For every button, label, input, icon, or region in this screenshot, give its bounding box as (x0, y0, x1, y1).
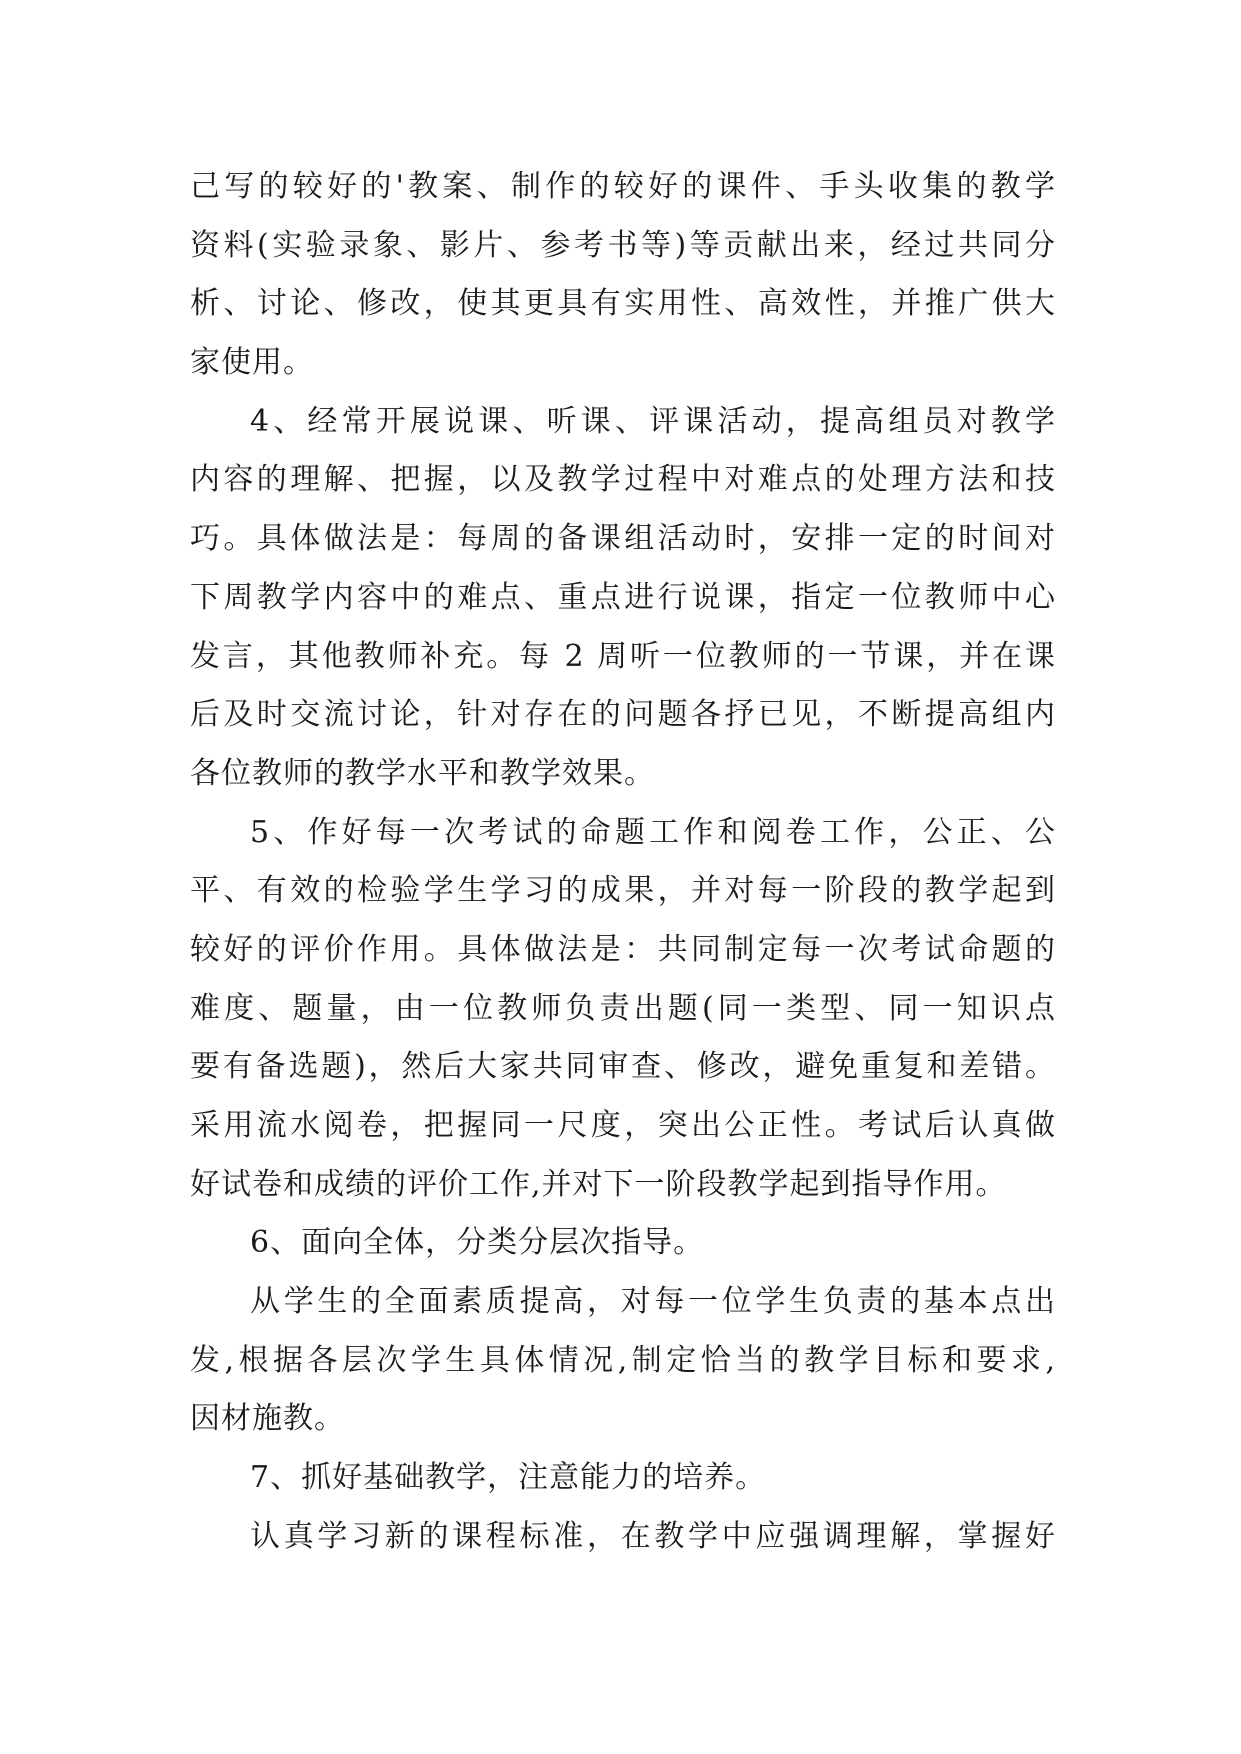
text-line: 较好的评价作用。具体做法是：共同制定每一次考试命题的 (190, 931, 1056, 967)
text-line: 要有备选题)，然后大家共同审查、修改，避免重复和差错。 (190, 1049, 1056, 1085)
text-line: 5、作好每一次考试的命题工作和阅卷工作，公正、公 (250, 814, 1056, 850)
text-line: 因材施教。 (190, 1401, 345, 1437)
document-body (190, 158, 1056, 1567)
text-line: 难度、题量，由一位教师负责出题(同一类型、同一知识点 (190, 990, 1056, 1026)
text-line: 析、讨论、修改，使其更具有实用性、高效性，并推广供大 (190, 286, 1056, 322)
text-line: 平、有效的检验学生学习的成果，并对每一阶段的教学起到 (190, 873, 1056, 909)
text-line: 7、抓好基础教学，注意能力的培养。 (250, 1460, 767, 1496)
text-line: 认真学习新的课程标准，在教学中应强调理解，掌握好 (250, 1518, 1056, 1554)
text-line: 家使用。 (190, 345, 314, 381)
text-line: 发言，其他教师补充。每 2 周听一位教师的一节课，并在课 (190, 638, 1056, 674)
text-line: 巧。具体做法是：每周的备课组活动时，安排一定的时间对 (190, 521, 1056, 557)
text-line: 发,根据各层次学生具体情况,制定恰当的教学目标和要求, (190, 1342, 1056, 1378)
text-line: 好试卷和成绩的评价工作,并对下一阶段教学起到指导作用。 (190, 1166, 1007, 1202)
text-line: 各位教师的教学水平和教学效果。 (190, 755, 655, 791)
text-line: 从学生的全面素质提高，对每一位学生负责的基本点出 (250, 1284, 1056, 1320)
text-line: 采用流水阅卷，把握同一尺度，突出公正性。考试后认真做 (190, 1108, 1056, 1143)
text-line: 下周教学内容中的难点、重点进行说课，指定一位教师中心 (190, 579, 1056, 615)
text-line: 己写的较好的'教案、制作的较好的课件、手头收集的教学 (190, 169, 1056, 204)
text-line: 后及时交流讨论，针对存在的问题各抒已见，不断提高组内 (190, 697, 1056, 733)
text-line: 资料(实验录象、影片、参考书等)等贡献出来，经过共同分 (190, 227, 1056, 263)
text-line: 内容的理解、把握，以及教学过程中对难点的处理方法和技 (190, 462, 1056, 498)
text-line: 6、面向全体，分类分层次指导。 (250, 1225, 705, 1261)
text-line: 4、经常开展说课、听课、评课活动，提高组员对教学 (250, 403, 1056, 439)
